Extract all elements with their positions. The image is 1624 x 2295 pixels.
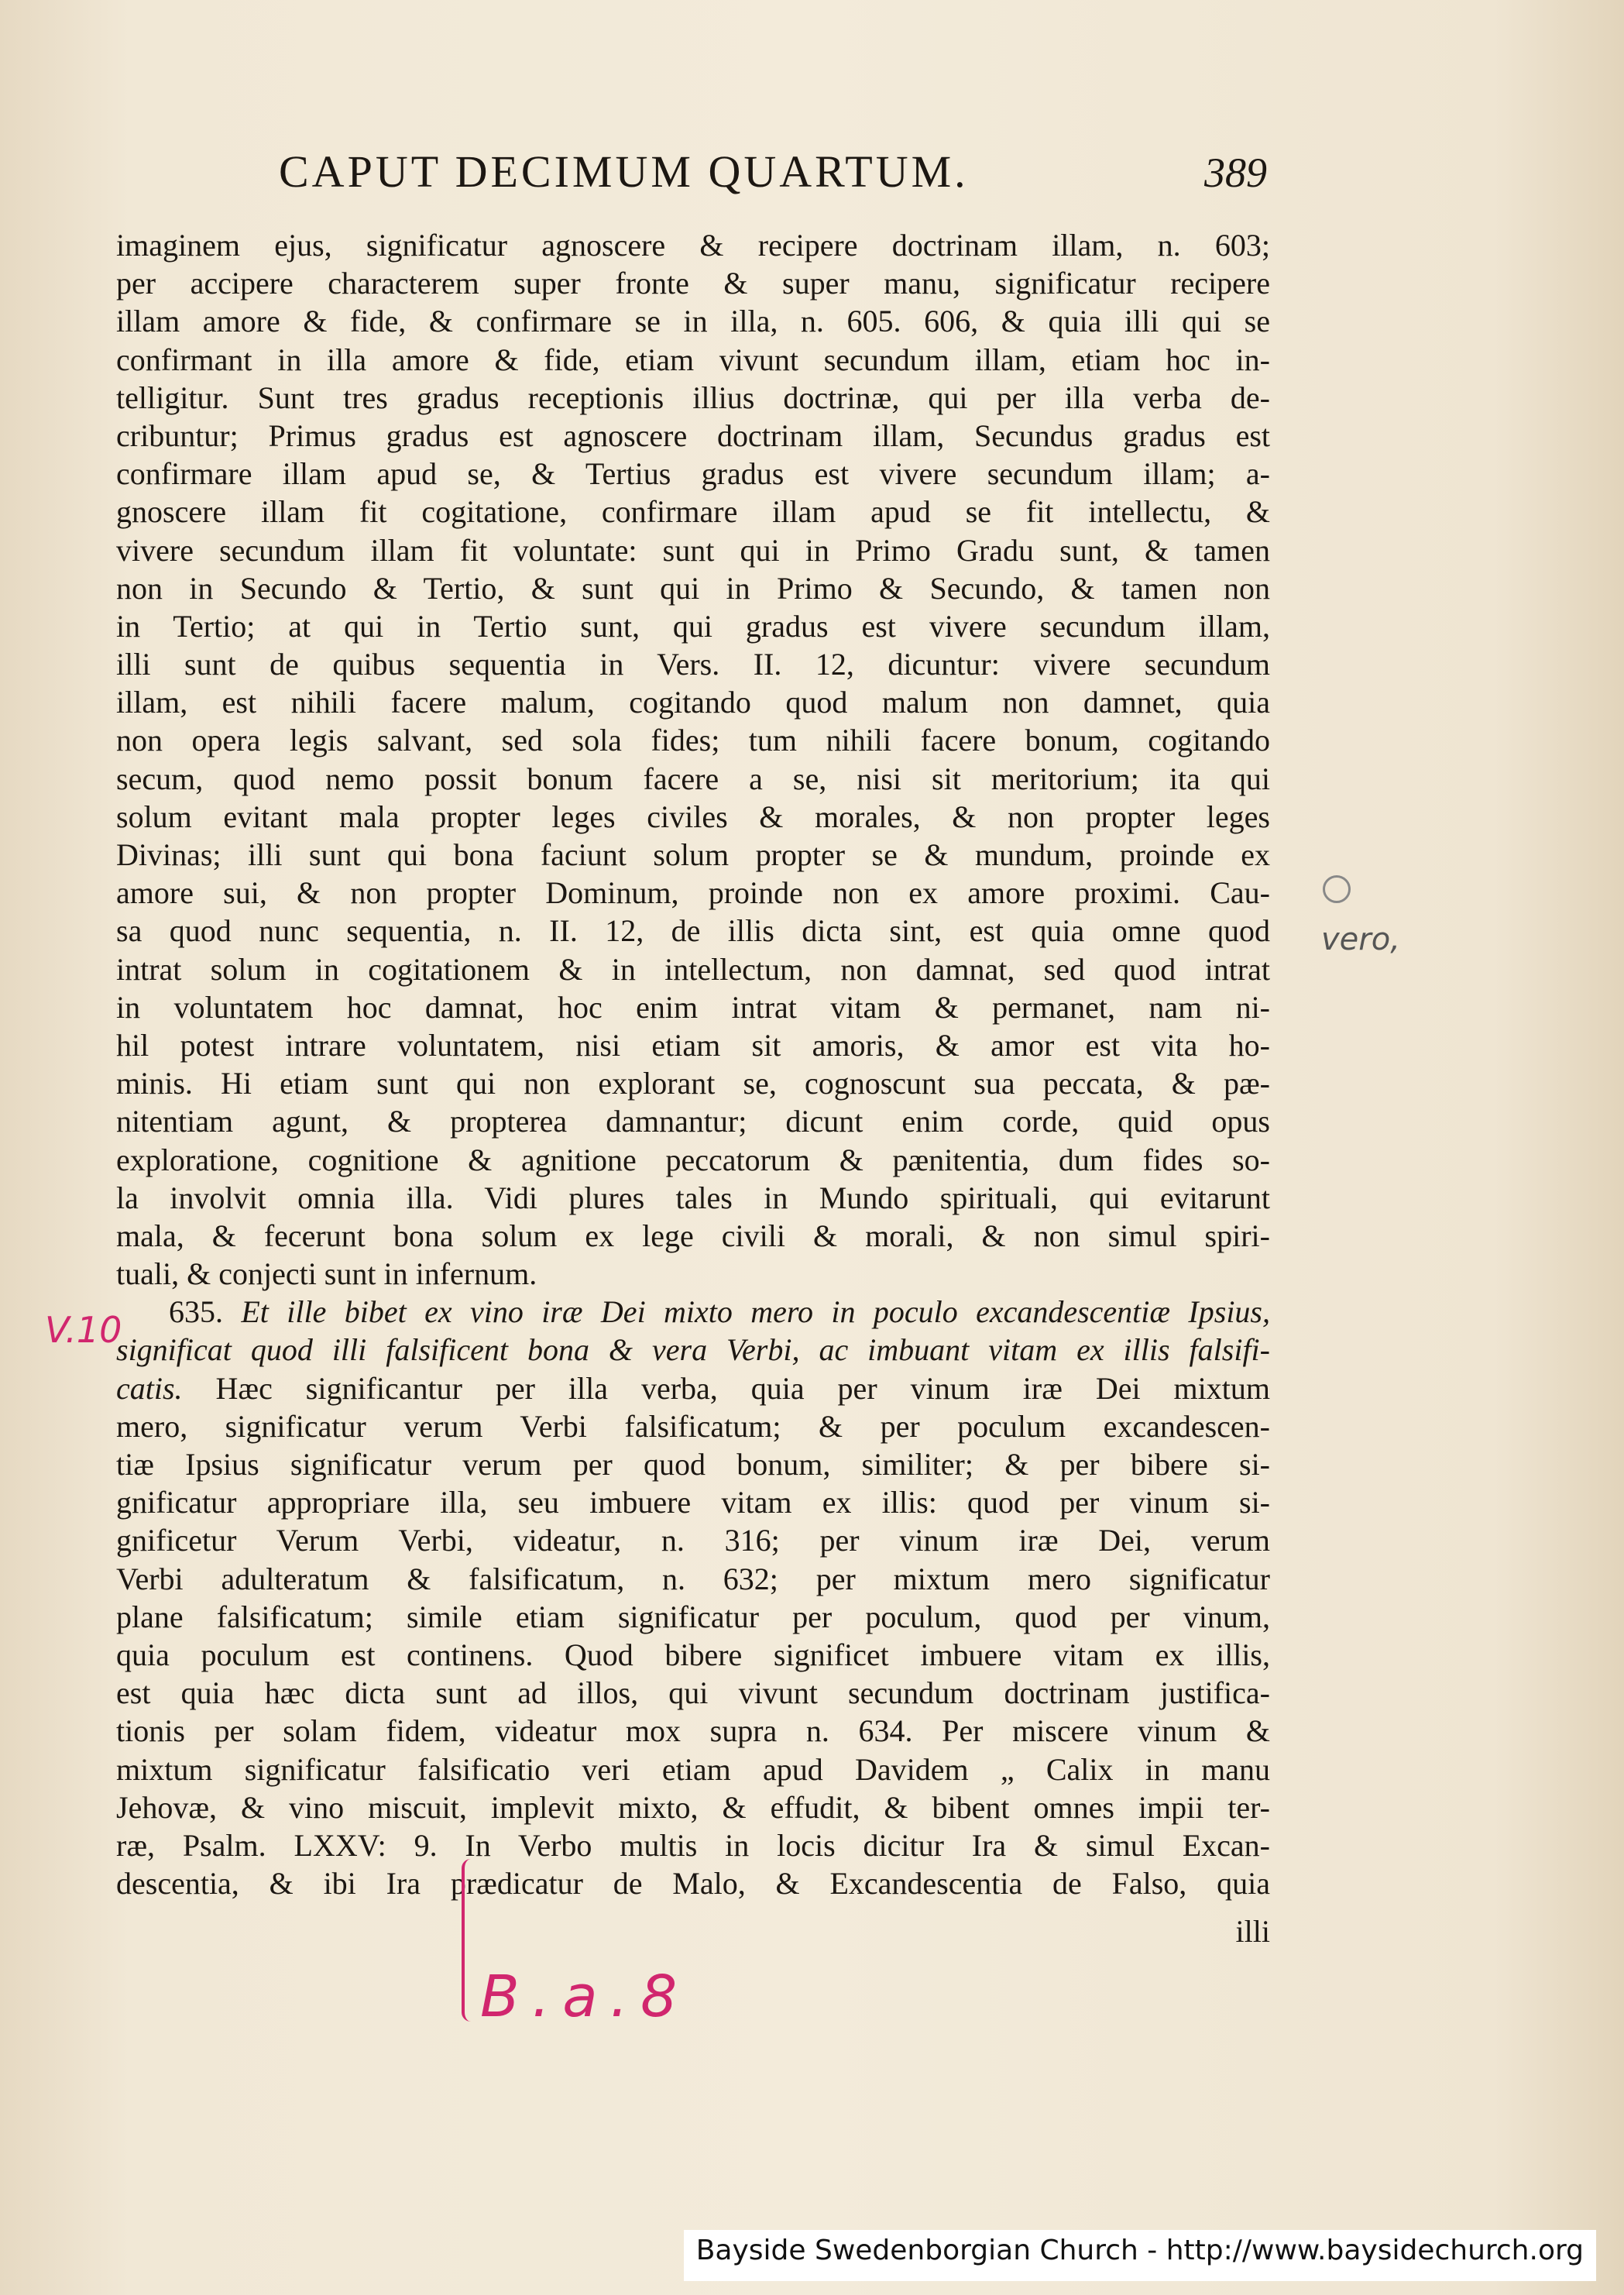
text-line: illam, est nihili facere malum, cogitando quod malum non damnet, quia — [116, 685, 1270, 720]
text-line: telligitur. Sunt tres gradus receptionis illius doctrinæ, qui per illa verba de- — [116, 380, 1270, 415]
section-heading-line — [116, 1293, 1270, 1331]
text-line: confirmant in illa amore & fide, etiam vivunt secundum illam, etiam hoc in- — [116, 342, 1270, 377]
text-line: Divinas; illi sunt qui bona faciunt solum propter se & mundum, proinde ex — [116, 837, 1270, 872]
text-line: solum evitant mala propter leges civiles & morales, & non propter leges — [116, 799, 1270, 834]
text-line: gnificetur Verum Verbi, videatur, n. 316; per vinum iræ Dei, verum — [116, 1523, 1270, 1558]
text-line: gnificatur appropriare illa, seu imbuere vitam ex illis: quod per vinum si- — [116, 1485, 1270, 1520]
text-line: illi sunt de quibus sequentia in Vers. II. 12, dicuntur: vivere secundum — [116, 647, 1270, 682]
page-body — [116, 226, 1270, 1902]
text-line: mero, significatur verum Verbi falsificatum; & per poculum excandescen- — [116, 1408, 1270, 1444]
section-text: Hæc significantur per illa verba, quia per vinum iræ Dei mixtum — [215, 1370, 1270, 1406]
text-line: vivere secundum illam fit voluntate: sunt qui in Primo Gradu sunt, & tamen — [116, 532, 1270, 568]
text-line: in Tertio; at qui in Tertio sunt, qui gradus est vivere secundum illam, — [116, 608, 1270, 644]
text-line: in voluntatem hoc damnat, hoc enim intrat vitam & permanet, nam ni- — [116, 989, 1270, 1025]
text-line: quia poculum est continens. Quod bibere significet imbuere vitam ex illis, — [116, 1637, 1270, 1672]
text-line: illam amore & fide, & confirmare se in illa, n. 605. 606, & quia illi qui se — [116, 304, 1270, 339]
text-line: exploratione, cognitione & agnitione peccatorum & pænitentia, dum fides so- — [116, 1142, 1270, 1177]
bottom-handwritten-note: B.a.8 — [480, 1963, 690, 2030]
text-line: non in Secundo & Tertio, & sunt qui in Primo & Secundo, & tamen non — [116, 570, 1270, 606]
text-line: per accipere characterem super fronte & super manu, significatur recipere — [116, 266, 1270, 301]
text-line: nitentiam agunt, & propterea damnantur; dicunt enim corde, quid opus — [116, 1104, 1270, 1139]
margin-note-left: V.10 — [45, 1309, 122, 1351]
chapter-title: CAPUT DECIMUM QUARTUM. — [279, 146, 969, 197]
running-header — [279, 146, 1278, 200]
text-line: la involvit omnia illa. Vidi plures tales in Mundo spirituali, qui evitarunt — [116, 1180, 1270, 1215]
text-line: amore sui, & non propter Dominum, proinde non ex amore proximi. Cau- — [116, 875, 1270, 911]
text-line: est quia hæc dicta sunt ad illos, qui vivunt secundum doctrinam justifica- — [116, 1675, 1270, 1711]
text-line: tionis per solam fidem, videatur mox supra n. 634. Per miscere vinum & — [116, 1713, 1270, 1749]
text-line: confirmare illam apud se, & Tertius gradus est vivere secundum illam; a- — [116, 456, 1270, 492]
section-heading-line: significat quod illi falsificent bona & vera Verbi, ac imbuant vitam ex illis falsifi- — [116, 1332, 1270, 1368]
text-line: Jehovæ, & vino miscuit, implevit mixto, & effudit, & bibent omnes impii ter- — [116, 1789, 1270, 1825]
text-line: mixtum significatur falsificatio veri etiam apud Davidem „ Calix in manu — [116, 1751, 1270, 1787]
text-line: descentia, & ibi Ira prædicatur de Malo, & Excandescentia de Falso, quia — [116, 1866, 1270, 1902]
text-line: mala, & fecerunt bona solum ex lege civili & morali, & non simul spiri- — [116, 1218, 1270, 1253]
catchword: illi — [1235, 1914, 1270, 1949]
text-line: gnoscere illam fit cogitatione, confirmare illam apud se fit intellectu, & — [116, 494, 1270, 530]
text-line: plane falsificatum; simile etiam significatur per poculum, quod per vinum, — [116, 1599, 1270, 1634]
page-number: 389 — [1204, 149, 1267, 196]
section-heading-text: catis. — [116, 1370, 183, 1406]
text-line: cribuntur; Primus gradus est agnoscere doctrinam illam, Secundus gradus est — [116, 417, 1270, 453]
text-line: Verbi adulteratum & falsificatum, n. 632; per mixtum mero significatur — [116, 1561, 1270, 1596]
text-line: ræ, Psalm. LXXV: 9. In Verbo multis in locis dicitur Ira & simul Excan- — [116, 1827, 1270, 1863]
text-line: intrat solum in cogitationem & in intellectum, non damnat, sed quod intrat — [116, 951, 1270, 987]
text-line: secum, quod nemo possit bonum facere a se, nisi sit meritorium; ita qui — [116, 761, 1270, 796]
text-line: hil potest intrare voluntatem, nisi etiam sit amoris, & amor est vita ho- — [116, 1027, 1270, 1063]
text-line: minis. Hi etiam sunt qui non explorant se, cognoscunt sua peccata, & pæ- — [116, 1066, 1270, 1101]
margin-circle-mark — [1323, 875, 1351, 903]
margin-note-right: vero, — [1321, 922, 1400, 957]
text-line: tiæ Ipsius significatur verum per quod bonum, similiter; & per bibere si- — [116, 1447, 1270, 1482]
footer-credit: Bayside Swedenborgian Church - http://www.baysidechurch.org — [684, 2230, 1596, 2281]
text-line: imaginem ejus, significatur agnoscere & recipere doctrinam illam, n. 603; — [116, 228, 1270, 263]
section-heading-line — [116, 1369, 1270, 1407]
text-line: sa quod nunc sequentia, n. II. 12, de illis dicta sint, est quia omne quod — [116, 913, 1270, 949]
text-line: tuali, & conjecti sunt in infernum. — [116, 1256, 537, 1292]
text-line: non opera legis salvant, sed sola fides; tum nihili facere bonum, cogitando — [116, 723, 1270, 758]
section-heading-text: Et ille bibet ex vino iræ Dei mixto mero in poculo excandescentiæ Ipsius, — [241, 1294, 1270, 1330]
section-number: 635. — [169, 1294, 223, 1330]
